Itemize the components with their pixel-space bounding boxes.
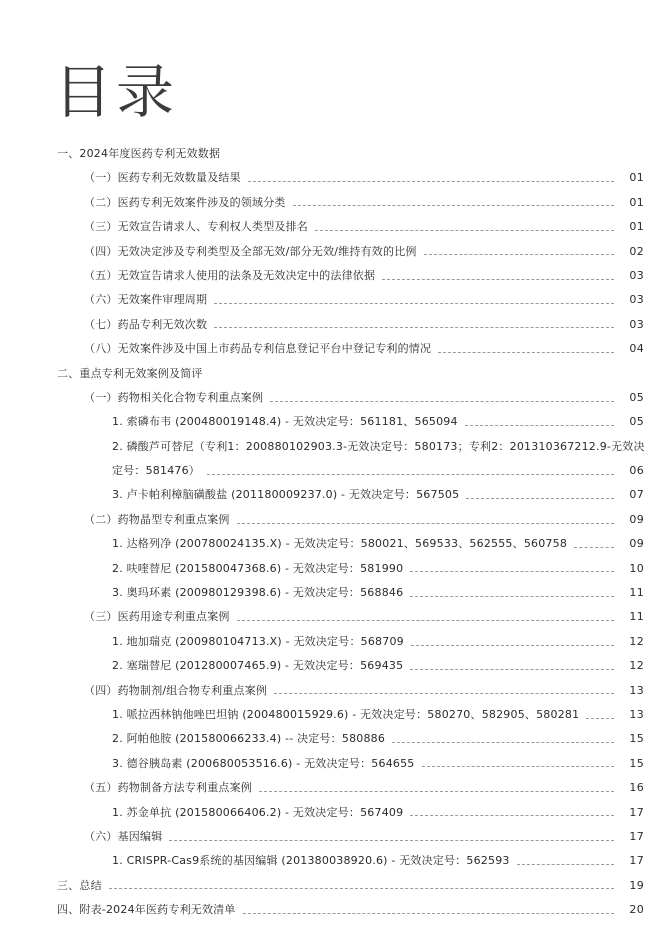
toc-page-number: 15 (629, 732, 644, 746)
toc-leader-dots (411, 645, 614, 646)
toc-leader-dots (237, 523, 614, 524)
toc-page-number: 17 (629, 829, 644, 843)
toc-leader-dots (315, 230, 614, 231)
toc-entry-label: （二）药物晶型专利重点案例 (84, 512, 230, 526)
toc-entry[interactable] (0, 462, 662, 486)
toc-entry[interactable] (0, 340, 662, 364)
toc-leader-dots (574, 547, 614, 548)
toc-page-number: 07 (629, 488, 644, 502)
toc-leader-dots (410, 669, 614, 670)
toc-leader-dots (109, 888, 614, 889)
toc-entry-label: （三）无效宣告请求人、专利权人类型及排名 (84, 220, 308, 234)
toc-page-number: 12 (629, 634, 644, 648)
toc-leader-dots (586, 718, 614, 719)
toc-page-number: 03 (629, 317, 644, 331)
toc-entry-label: 四、附表-2024年医药专利无效清单 (57, 903, 236, 917)
toc-leader-dots (214, 327, 614, 328)
toc-leader-dots (424, 254, 614, 255)
toc-leader-dots (293, 205, 614, 206)
toc-leader-dots (465, 425, 614, 426)
toc-page-number: 11 (629, 586, 644, 600)
toc-entry-label: 1. 地加瑞克 (200980104713.X) - 无效决定号：568709 (112, 634, 404, 648)
toc-page-number: 05 (629, 390, 644, 404)
toc-entry-label: （四）药物制剂/组合物专利重点案例 (84, 683, 268, 697)
toc-leader-dots (410, 571, 614, 572)
toc-page-number: 15 (629, 756, 644, 770)
toc-page-number: 11 (629, 610, 644, 624)
toc-page-number: 10 (629, 561, 644, 575)
toc-entry[interactable] (0, 145, 662, 169)
toc-page-number: 04 (629, 342, 644, 356)
toc-entry[interactable] (0, 413, 662, 437)
toc-entry-label: 3. 卢卡帕利樟脑磺酸盐 (201180009237.0) - 无效决定号：567505 (112, 488, 460, 502)
toc-entry[interactable] (0, 755, 662, 779)
toc-entry[interactable] (0, 608, 662, 632)
toc-entry-label: （六）无效案件审理周期 (84, 293, 208, 307)
toc-entry[interactable] (0, 291, 662, 315)
toc-page-number: 01 (629, 220, 644, 234)
toc-page-number: 17 (629, 854, 644, 868)
toc-leader-dots (214, 303, 614, 304)
toc-leader-dots (270, 401, 614, 402)
toc-entry[interactable] (0, 779, 662, 803)
toc-leader-dots (392, 742, 614, 743)
toc-leader-dots (466, 498, 614, 499)
toc-page-number: 09 (629, 537, 644, 551)
table-of-contents (0, 145, 662, 926)
toc-entry-label: （六）基因编辑 (84, 829, 163, 843)
toc-entry[interactable] (0, 657, 662, 681)
toc-leader-dots (169, 840, 614, 841)
toc-entry-label: 定号：581476） (112, 464, 200, 478)
toc-entry-label: 1. 哌拉西林钠他唑巴坦钠 (200480015929.6) - 无效决定号：580270、582905、580281 (112, 707, 580, 721)
toc-entry-label: 1. 苏金单抗 (201580066406.2) - 无效决定号：567409 (112, 805, 404, 819)
toc-entry[interactable] (0, 804, 662, 828)
toc-entry[interactable] (0, 560, 662, 584)
toc-entry[interactable] (0, 267, 662, 291)
toc-leader-dots (382, 279, 614, 280)
toc-leader-dots (410, 596, 614, 597)
toc-leader-dots (438, 352, 614, 353)
toc-entry[interactable] (0, 365, 662, 389)
toc-entry-label: 2. 阿帕他胺 (201580066233.4) -- 决定号：580886 (112, 732, 386, 746)
toc-entry[interactable] (0, 486, 662, 510)
toc-entry[interactable] (0, 730, 662, 754)
toc-entry-label: （四）无效决定涉及专利类型及全部无效/部分无效/维持有效的比例 (84, 244, 417, 258)
toc-page-number: 03 (629, 268, 644, 282)
toc-page-number: 05 (629, 415, 644, 429)
toc-entry[interactable] (0, 511, 662, 535)
toc-entry[interactable] (0, 828, 662, 852)
toc-page-number: 06 (629, 464, 644, 478)
toc-leader-dots (248, 181, 614, 182)
toc-entry[interactable] (0, 706, 662, 730)
toc-page-number: 09 (629, 512, 644, 526)
toc-leader-dots (422, 766, 614, 767)
toc-entry-label: （八）无效案件涉及中国上市药品专利信息登记平台中登记专利的情况 (84, 342, 432, 356)
toc-entry[interactable] (0, 218, 662, 242)
toc-entry-label: （五）药物制备方法专利重点案例 (84, 781, 252, 795)
toc-leader-dots (243, 913, 614, 914)
toc-entry[interactable] (0, 901, 662, 925)
toc-entry-label: 2. 塞瑞替尼 (201280007465.9) - 无效决定号：569435 (112, 659, 404, 673)
toc-entry-label: 一、2024年度医药专利无效数据 (57, 147, 221, 160)
toc-page-number: 17 (629, 805, 644, 819)
toc-entry[interactable] (0, 852, 662, 876)
toc-entry[interactable] (0, 438, 662, 462)
toc-entry-label: 3. 奥玛环素 (200980129398.6) - 无效决定号：568846 (112, 586, 404, 600)
toc-entry[interactable] (0, 633, 662, 657)
toc-page-number: 12 (629, 659, 644, 673)
toc-leader-dots (237, 620, 614, 621)
toc-entry-label: （三）医药用途专利重点案例 (84, 610, 230, 624)
toc-entry[interactable] (0, 877, 662, 901)
toc-entry[interactable] (0, 389, 662, 413)
toc-entry-label: （五）无效宣告请求人使用的法条及无效决定中的法律依据 (84, 268, 376, 282)
toc-entry[interactable] (0, 584, 662, 608)
toc-page-number: 13 (629, 683, 644, 697)
toc-entry-label: （一）医药专利无效数量及结果 (84, 171, 241, 185)
toc-entry[interactable] (0, 682, 662, 706)
toc-leader-dots (274, 693, 614, 694)
toc-entry-label: （七）药品专利无效次数 (84, 317, 208, 331)
toc-page-number: 16 (629, 781, 644, 795)
toc-leader-dots (517, 864, 614, 865)
toc-leader-dots (410, 815, 614, 816)
toc-page-number: 03 (629, 293, 644, 307)
toc-page-number: 19 (629, 878, 644, 892)
toc-entry-label: 二、重点专利无效案例及简评 (57, 366, 203, 380)
toc-entry-label: （二）医药专利无效案件涉及的领域分类 (84, 195, 286, 209)
toc-entry[interactable] (0, 535, 662, 559)
toc-leader-dots (259, 791, 614, 792)
toc-entry[interactable] (0, 243, 662, 267)
page-title: 目录 (54, 58, 179, 126)
toc-entry[interactable] (0, 194, 662, 218)
toc-entry-label: 1. 索磷布韦 (200480019148.4) - 无效决定号：561181、565094 (112, 415, 458, 429)
toc-leader-dots (207, 474, 614, 475)
toc-page-number: 13 (629, 707, 644, 721)
toc-entry[interactable] (0, 169, 662, 193)
toc-entry-label: 2. 呋喹替尼 (201580047368.6) - 无效决定号：581990 (112, 561, 404, 575)
toc-page-number: 20 (629, 903, 644, 917)
toc-page-number: 01 (629, 195, 644, 209)
toc-entry-label: 2. 磷酸芦可替尼（专利1：200880102903.3-无效决定号：580173；专利2：201310367212.9-无效决 (112, 439, 645, 453)
toc-entry-label: 三、总结 (57, 878, 102, 892)
toc-entry-label: （一）药物相关化合物专利重点案例 (84, 390, 264, 404)
toc-entry-label: 1. 达格列净 (200780024135.X) - 无效决定号：580021、569533、562555、560758 (112, 537, 568, 551)
toc-page-number: 01 (629, 171, 644, 185)
toc-entry-label: 3. 德谷胰岛素 (200680053516.6) - 无效决定号：564655 (112, 756, 415, 770)
toc-page-number: 02 (629, 244, 644, 258)
toc-entry-label: 1. CRISPR-Cas9系统的基因编辑 (201380038920.6) - 无效决定号：562593 (112, 854, 510, 868)
toc-entry[interactable] (0, 316, 662, 340)
